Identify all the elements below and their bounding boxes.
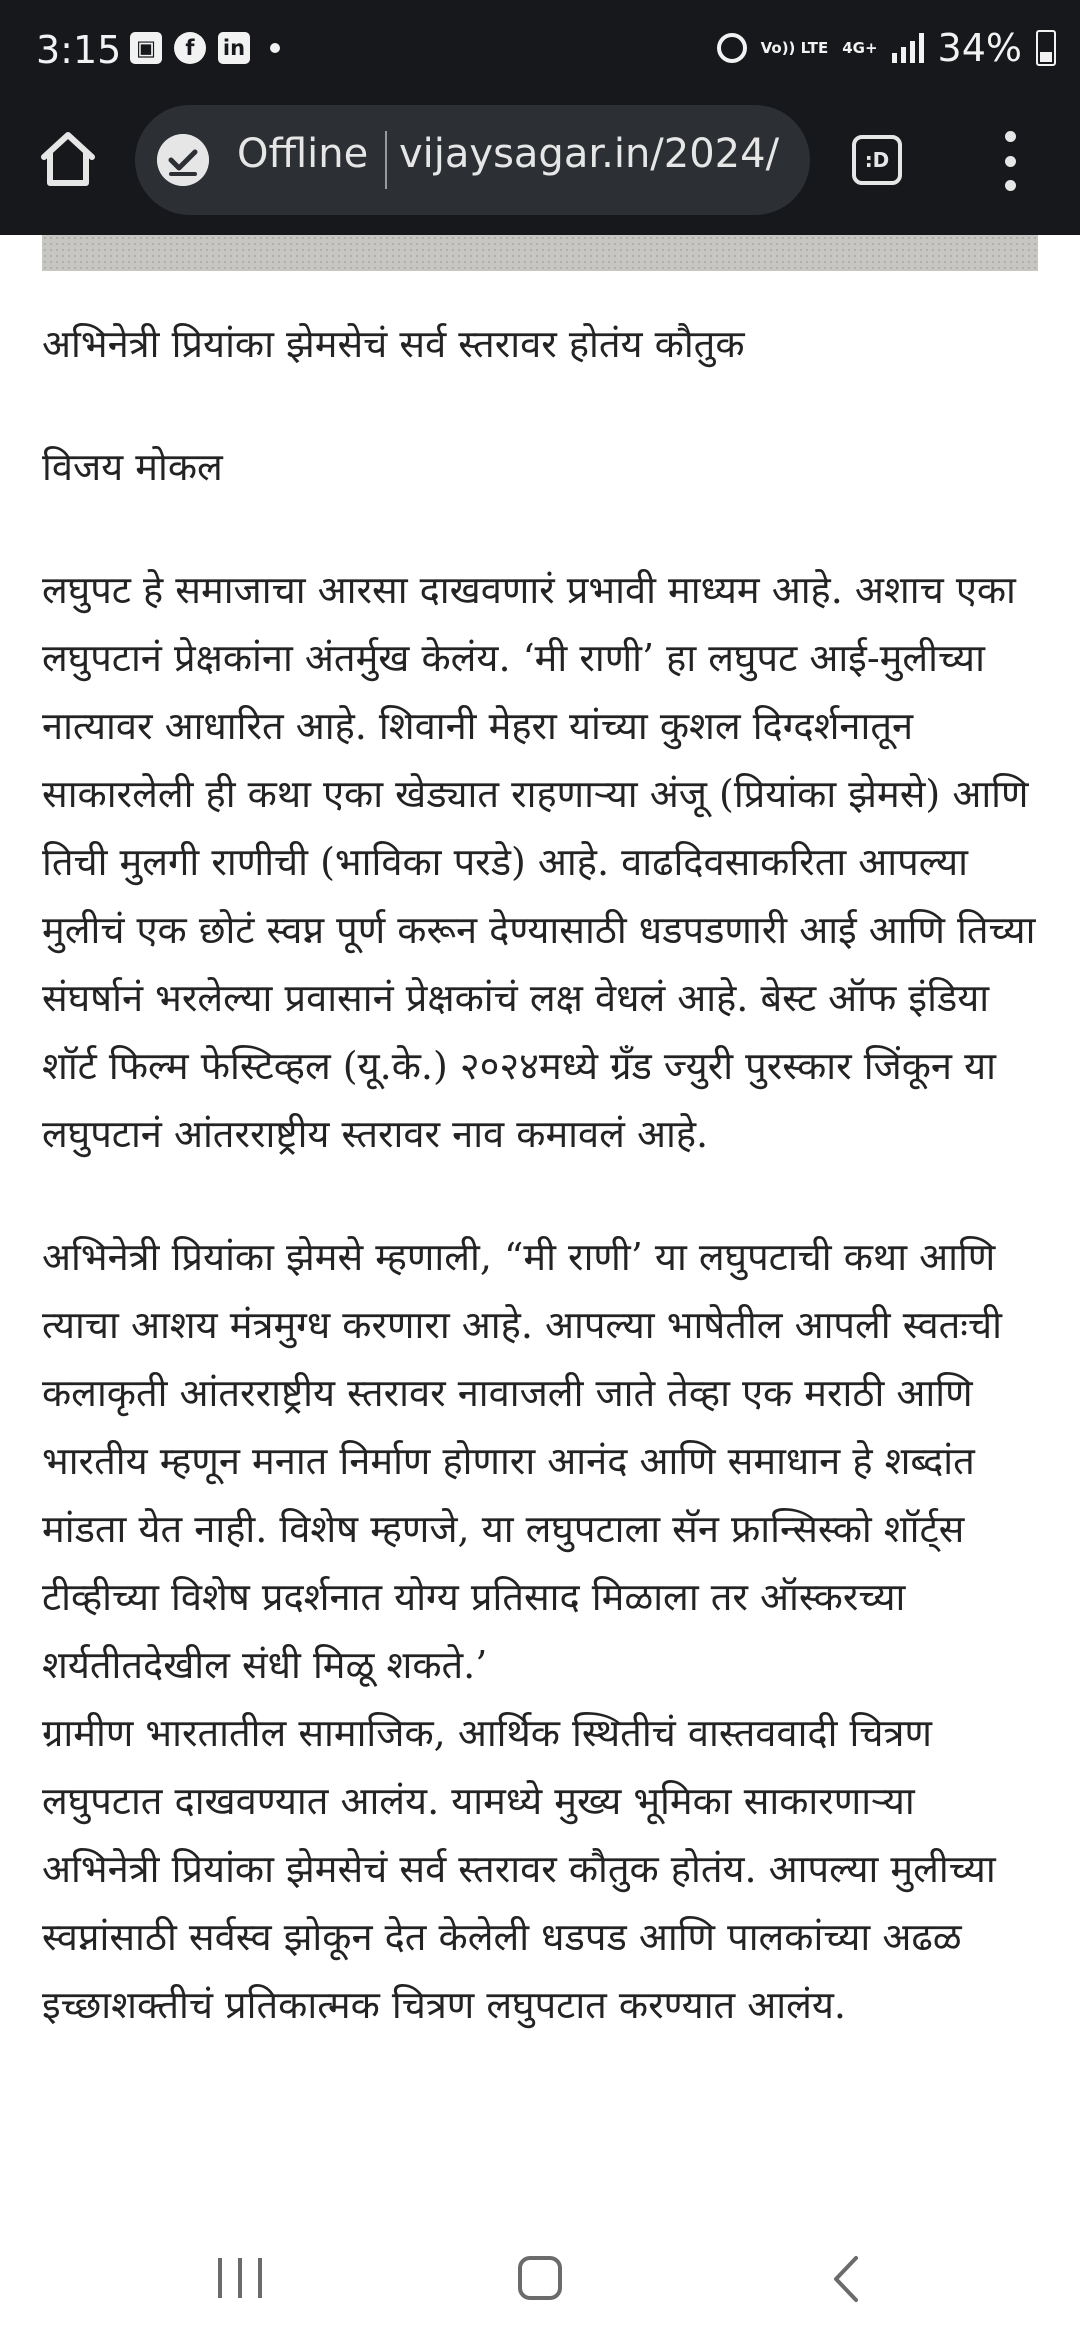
status-bar <box>0 0 1080 105</box>
linkedin-icon: in <box>218 32 250 64</box>
article-image-bottom-edge <box>42 235 1038 271</box>
offline-check-icon <box>157 134 209 186</box>
battery-percent: 34% <box>937 26 1022 70</box>
home-icon[interactable] <box>36 127 100 191</box>
address-bar[interactable] <box>135 105 810 215</box>
article-paragraph: ग्रामीण भारतातील सामाजिक, आर्थिक स्थितीचं वास्तववादी चित्रण लघुपटात दाखवण्यात आलंय. यामध्ये मुख्य भूमिका साकारणाऱ्या अभिनेत्री प्रियांका झेमसेचं सर्व स्तरावर कौतुक होतंय. आपल्या मुलीच्या स्वप्नांसाठी सर्वस्व झोकून देत केलेली धडपड आणि पालकांच्या अढळ इच्छाशक्तीचं प्रतिकात्मक चित्रण लघुपटात करण्यात आलंय. <box>42 1711 996 2027</box>
battery-icon <box>1036 30 1056 66</box>
facebook-icon: f <box>174 32 206 64</box>
address-separator <box>385 131 387 189</box>
more-notifications-icon <box>270 43 280 53</box>
article-paragraph: लघुपट हे समाजाचा आरसा दाखवणारं प्रभावी माध्यम आहे. अशाच एका लघुपटानं प्रेक्षकांना अंतर्मुख केलंय. ‘मी राणी’ हा लघुपट आई-मुलीच्या नात्यावर आधारित आहे. शिवानी मेहरा यांच्या कुशल दिग्दर्शनातून साकारलेली ही कथा एका खेड्यात राहणाऱ्या अंजू (प्रियांका झेमसे) आणि तिची मुलगी राणीची (भाविका परडे) आहे. वाढदिवसाकरिता आपल्या मुलीचं एक छोटं स्वप्न पूर्ण करून देण्यासाठी धडपडणारी आई आणि तिच्या संघर्षानं भरलेल्या प्रवासानं प्रेक्षकांचं लक्ष वेधलं आहे. बेस्ट ऑफ इंडिया शॉर्ट फिल्म फेस्टिव्हल (यू.के.) २०२४मध्ये ग्रँड ज्युरी पुरस्कार जिंकून या लघुपटानं आंतरराष्ट्रीय स्तरावर नाव कमावलं आहे. <box>42 568 1036 1156</box>
article-author: विजय मोकल <box>42 445 223 489</box>
article-body <box>42 310 1042 2039</box>
network-type-indicator: 4G+ <box>842 39 878 57</box>
tab-switcher-button[interactable] <box>852 135 902 185</box>
recent-apps-icon[interactable] <box>218 2258 262 2298</box>
offline-label: Offline <box>237 131 369 177</box>
home-button-icon[interactable] <box>518 2256 562 2300</box>
url-text[interactable]: vijaysagar.in/2024/ <box>399 131 780 177</box>
overflow-menu-icon[interactable] <box>998 131 1022 191</box>
status-time: 3:15 <box>36 28 122 72</box>
gallery-icon: ▣ <box>130 32 162 64</box>
tab-switcher-label: :D <box>864 148 890 172</box>
back-icon[interactable] <box>826 2254 866 2304</box>
article-subtitle: अभिनेत्री प्रियांका झेमसेचं सर्व स्तरावर होतंय कौतुक <box>42 322 745 366</box>
notification-icons <box>130 32 280 64</box>
signal-icon <box>892 33 924 63</box>
volte-indicator: Vo)) LTE <box>760 39 829 57</box>
system-icons <box>717 26 1056 70</box>
system-navigation-bar <box>0 2220 1080 2340</box>
url-row <box>0 105 1080 235</box>
article-paragraph: अभिनेत्री प्रियांका झेमसे म्हणाली, “मी राणी’ या लघुपटाची कथा आणि त्याचा आशय मंत्रमुग्ध करणारा आहे. आपल्या भाषेतील आपली स्वतःची कलाकृती आंतरराष्ट्रीय स्तरावर नावाजली जाते तेव्हा एक मराठी आणि भारतीय म्हणून मनात निर्माण होणारा आनंद आणि समाधान हे शब्दांत मांडता येत नाही. विशेष म्हणजे, या लघुपटाला सॅन फ्रान्सिस्को शॉर्ट्स टीव्हीच्या विशेष प्रदर्शनात योग्य प्रतिसाद मिळाला तर ऑस्करच्या शर्यतीतदेखील संधी मिळू शकते.’ <box>42 1235 1002 1687</box>
browser-top-bar <box>0 0 1080 235</box>
alarm-icon <box>717 33 747 63</box>
